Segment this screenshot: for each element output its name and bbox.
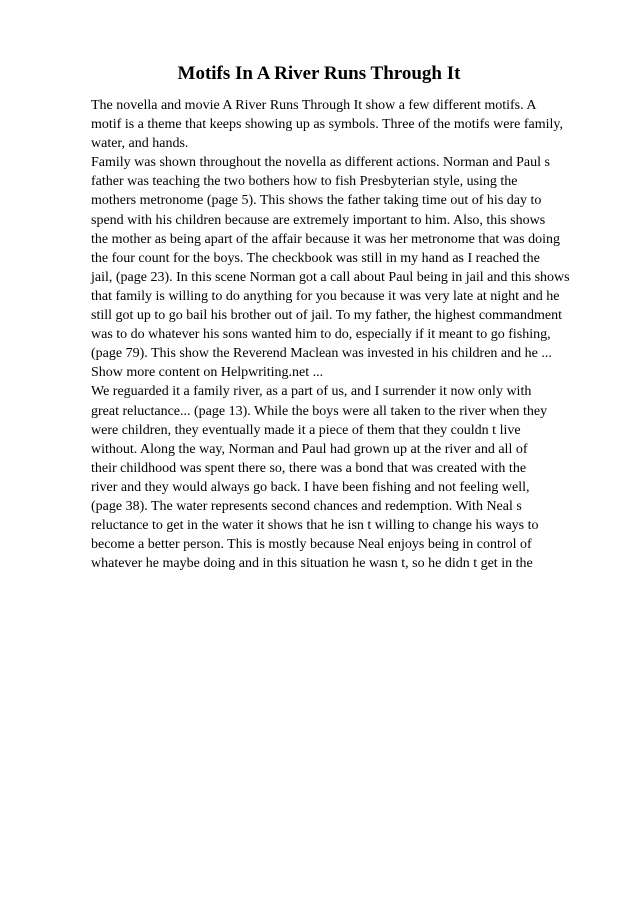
paragraph-family: Family was shown throughout the novella as different actions. Norman and Paul s father was teaching the two bothers how to fish Presbyterian style, using the mothers metronome (page 5). This shows the father taking time out of his day to spend with his children because are extremely important to him. Also, this shows the mother as being apart of the affair because it was her metronome that was doing the four count for the boys. The checkbook was still in my hand as I reached the jail, (page 23). In this scene Norman got a call about Paul being in jail and this shows that family is willing to do anything for you because it was very late at night and he still got up to go bail his brother out of jail. To my father, the highest commandment was to do whatever his sons wanted him to do, especially if it meant to go fishing, (page 79). This show the Reverend Maclean was invested in his children and he ... (91, 155, 570, 362)
show-more-text: Show more content on Helpwriting.net ... (91, 365, 324, 381)
document-title: Motifs In A River Runs Through It (177, 63, 461, 84)
paragraph-water: We reguarded it a family river, as a part of us, and I surrender it now only with great reluctance... (page 13). While the boys were all taken to the river when they were children, they eventually made it a piece of them that they couldn t live without. Along the way, Norman and Paul had grown up at the river and all of their childhood was spent there so, there was a bond that was created with the river and they would always go back. I have been fishing and not feeling well, (page 38). The water represents second chances and redemption. With Neal s reluctance to get in the water it shows that he isn t willing to change his ways to become a better person. This is mostly because Neal enjoys being in control of whatever he maybe doing and in this situation he wasn t, so he didn t get in the (91, 384, 548, 572)
paragraph-intro: The novella and movie A River Runs Through It show a few different motifs. A motif is a theme that keeps showing up as symbols. Three of the motifs were family, water, and hands. (91, 98, 564, 152)
